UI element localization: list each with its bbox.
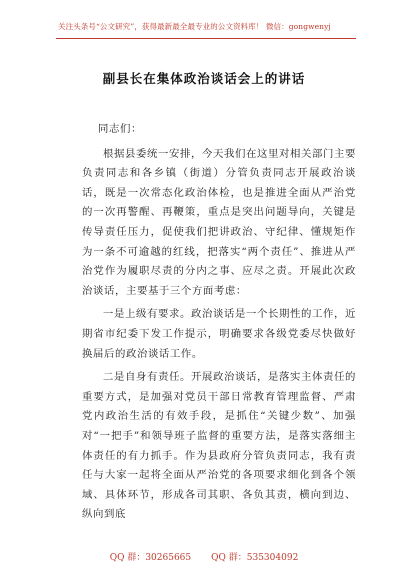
footer-qq-group-1: QQ 群：30265665	[109, 553, 192, 563]
header-banner: 关注头条号“公文研究”，获得最新最全最专业的公文资料库！ 微信：gongwenyj	[58, 22, 331, 31]
paragraph-1: 根据县委统一安排，今天我们在这里对相关部门主要负责同志和各乡镇（街道）分管负责同志开展政治谈话，既是一次常态化政治体检，也是推进全面从严治党的一次再警醒、再鞭策，重点是突出问题导向，关键是传导责任压力，促使我们把讲政治、守纪律、懂规矩作为一条不可逾越的红线，把落实“两个责任”、推进从严治党作为履职尽责的分内之事、应尽之责。开展此次政治谈话，主要基于三个方面考虑：	[82, 147, 356, 297]
footer	[0, 552, 408, 564]
salutation: 同志们：	[98, 123, 142, 135]
paragraph-3: 二是自身有责任。开展政治谈话，是落实主体责任的重要方式，是加强对党员干部日常教育管理监督、严肃党内政治生活的有效手段，是抓住“关键少数”、加强对“一把手”和领导班子监督的重要方法，是落实落细主体责任的有力抓手。作为县政府分管负责同志，我有责任与大家一起将全面从严治党的各项要求细化到各个领域、具体环节，形成各司其职、各负其责，横向到边、纵向到底	[82, 371, 356, 521]
footer-qq-group-2: QQ 群：535304092	[211, 553, 299, 563]
document-body	[82, 120, 356, 529]
header-divider	[56, 38, 356, 39]
document-title: 副县长在集体政治谈话会上的讲话	[102, 71, 306, 86]
paragraph-2: 一是上级有要求。政治谈话是一个长期性的工作，近期省市纪委下发工作提示，明确要求各级党委尽快做好换届后的政治谈话工作。	[82, 308, 356, 360]
